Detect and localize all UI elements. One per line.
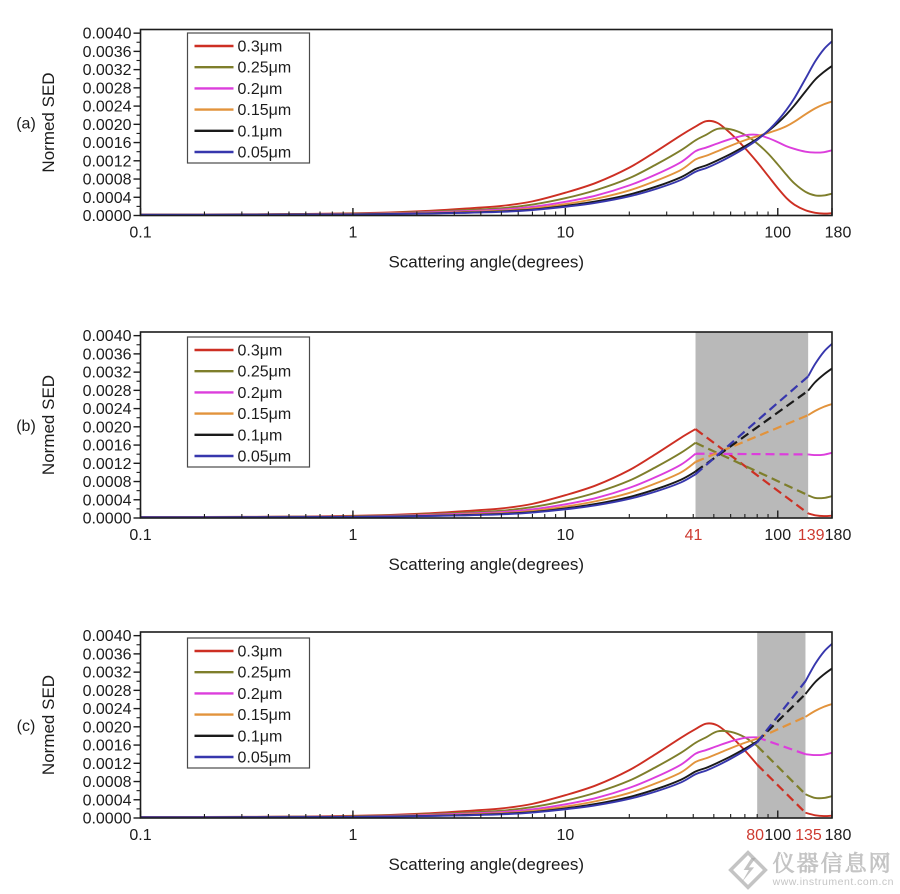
y-tick-label: 0.0028 xyxy=(82,682,132,700)
panel-letter: (c) xyxy=(16,718,36,735)
y-ticks xyxy=(134,336,141,518)
curve-solid-right xyxy=(805,753,832,755)
panel-letter: (a) xyxy=(16,115,36,133)
legend-label: 0.25μm xyxy=(237,664,292,682)
y-tick-label: 0.0012 xyxy=(82,755,132,773)
x-tick-label: 180 xyxy=(824,827,852,844)
y-tick-label: 0.0008 xyxy=(82,171,132,189)
x-tick-label: 10 xyxy=(556,527,575,544)
panel-c-chart xyxy=(0,596,900,894)
y-tick-label: 0.0000 xyxy=(82,208,132,225)
legend-label: 0.1μm xyxy=(237,123,283,141)
y-tick-label: 0.0004 xyxy=(82,792,132,810)
x-tick-label: 180 xyxy=(824,527,852,544)
legend-label: 0.25μm xyxy=(237,59,292,77)
highlight-x-label: 80 xyxy=(746,827,765,844)
y-tick-label: 0.0012 xyxy=(82,455,132,473)
y-axis-title: Normed SED xyxy=(39,72,58,173)
y-tick-label: 0.0032 xyxy=(82,364,132,382)
y-tick-label: 0.0020 xyxy=(82,719,132,737)
panel-b-chart xyxy=(0,298,900,596)
y-axis-title: Normed SED xyxy=(39,674,58,776)
x-tick-label: 1 xyxy=(348,224,358,242)
x-tick-label: 100 xyxy=(764,527,792,544)
y-tick-label: 0.0000 xyxy=(82,510,132,528)
x-tick-label: 10 xyxy=(556,224,575,242)
legend xyxy=(188,638,310,768)
y-ticks xyxy=(134,33,141,215)
y-tick-label: 0.0016 xyxy=(82,737,132,755)
panel-b xyxy=(0,298,900,596)
y-ticks xyxy=(134,636,141,818)
legend xyxy=(188,33,310,163)
legend xyxy=(188,337,310,467)
y-tick-label: 0.0004 xyxy=(82,189,132,207)
x-tick-label: 1 xyxy=(348,527,358,544)
legend-label: 0.3μm xyxy=(237,342,283,360)
y-tick-label: 0.0000 xyxy=(82,810,132,828)
curve-solid-left xyxy=(141,462,696,517)
y-tick-label: 0.0036 xyxy=(82,346,132,364)
x-tick-label: 10 xyxy=(556,827,575,844)
y-tick-label: 0.0032 xyxy=(82,664,132,682)
highlight-x-label: 41 xyxy=(684,527,703,544)
legend-label: 0.05μm xyxy=(237,144,292,162)
panel-c xyxy=(0,596,900,894)
y-tick-label: 0.0008 xyxy=(82,774,132,792)
legend-label: 0.2μm xyxy=(237,685,283,703)
y-axis-title: Normed SED xyxy=(39,374,58,476)
y-tick-label: 0.0020 xyxy=(82,419,132,437)
y-tick-label: 0.0040 xyxy=(82,328,132,346)
x-axis-title: Scattering angle(degrees) xyxy=(388,555,585,574)
x-tick-label: 100 xyxy=(764,827,792,844)
y-tick-label: 0.0028 xyxy=(82,80,132,98)
x-tick-label: 0.1 xyxy=(129,527,152,544)
curve-solid-right xyxy=(805,794,832,798)
legend-label: 0.05μm xyxy=(237,448,292,466)
legend-label: 0.3μm xyxy=(237,38,283,56)
y-tick-label: 0.0016 xyxy=(82,437,132,455)
y-tick-label: 0.0040 xyxy=(82,628,132,646)
panel-letter: (b) xyxy=(16,418,36,435)
curve-solid-right xyxy=(808,513,832,516)
y-tick-label: 0.0008 xyxy=(82,474,132,492)
x-axis-title: Scattering angle(degrees) xyxy=(388,252,585,272)
y-tick-label: 0.0028 xyxy=(82,382,132,400)
curve-solid-left xyxy=(141,474,696,517)
curve-solid-right xyxy=(808,495,832,498)
y-tick-label: 0.0016 xyxy=(82,135,132,153)
y-tick-label: 0.0032 xyxy=(82,62,132,80)
curve-solid-right xyxy=(808,453,832,455)
legend-label: 0.2μm xyxy=(237,384,283,402)
y-tick-label: 0.0012 xyxy=(82,153,132,171)
legend-label: 0.15μm xyxy=(237,707,292,725)
panel-a xyxy=(0,0,900,298)
y-tick-label: 0.0024 xyxy=(82,98,132,116)
x-tick-label: 100 xyxy=(764,224,792,242)
legend-label: 0.1μm xyxy=(237,728,283,746)
y-tick-label: 0.0024 xyxy=(82,701,132,719)
curve-solid-right xyxy=(805,813,832,816)
x-tick-label: 0.1 xyxy=(129,827,152,844)
curve-solid-right xyxy=(805,704,832,717)
curve-solid-right xyxy=(808,404,832,415)
highlight-x-label: 139 xyxy=(797,527,825,544)
y-tick-label: 0.0040 xyxy=(82,25,132,43)
legend-label: 0.05μm xyxy=(237,749,292,767)
highlight-x-label: 135 xyxy=(795,827,822,844)
legend-label: 0.3μm xyxy=(237,643,283,661)
y-tick-label: 0.0024 xyxy=(82,401,132,419)
panel-a-chart xyxy=(0,0,900,298)
legend-label: 0.15μm xyxy=(237,102,292,120)
y-tick-label: 0.0036 xyxy=(82,646,132,664)
watermark-url: www.instrument.com.cn xyxy=(772,875,894,888)
legend-label: 0.1μm xyxy=(237,427,283,445)
y-tick-label: 0.0036 xyxy=(82,43,132,61)
legend-label: 0.2μm xyxy=(237,80,283,98)
x-axis-title: Scattering angle(degrees) xyxy=(388,855,585,874)
watermark-title: 仪器信息网 xyxy=(772,851,893,877)
curve-solid-right xyxy=(805,644,832,681)
y-tick-label: 0.0020 xyxy=(82,116,132,134)
legend-label: 0.25μm xyxy=(237,363,292,381)
x-tick-label: 1 xyxy=(348,827,358,844)
x-tick-label: 180 xyxy=(824,224,852,242)
y-tick-label: 0.0004 xyxy=(82,492,132,510)
legend-label: 0.15μm xyxy=(237,406,292,424)
x-tick-label: 0.1 xyxy=(129,224,152,242)
